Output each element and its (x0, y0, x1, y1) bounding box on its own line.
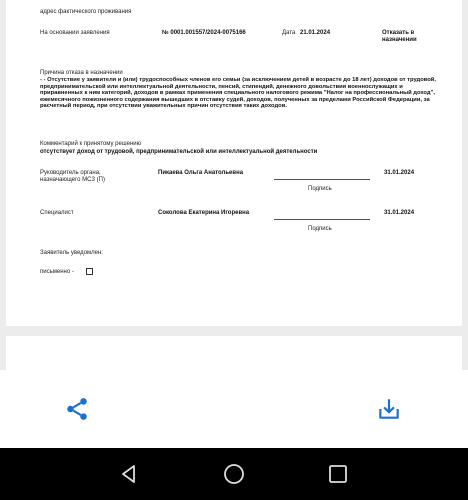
share-button[interactable] (62, 394, 92, 424)
back-triangle-icon (119, 464, 139, 484)
signature-date-head: 31.01.2024 (384, 170, 415, 176)
comment-title: Комментарий к принятому решению (40, 141, 142, 147)
recents-square-icon (328, 464, 348, 484)
top-cut-line (40, 0, 110, 1)
actual-address-label: адрес фактического проживания (40, 9, 132, 15)
share-icon (64, 396, 90, 422)
signature-role-specialist: Специалист (40, 210, 74, 216)
signature-name-specialist: Соколова Екатерина Игоревна (158, 210, 250, 216)
signature-date-specialist: 31.01.2024 (384, 210, 415, 216)
signature-caption-specialist: Подпись (308, 226, 332, 232)
system-nav-bar (0, 448, 468, 500)
nav-recents-button[interactable] (326, 462, 350, 486)
action-bar (0, 370, 468, 448)
reason-text: - - Отсутствие у заявителя и (или) трудоспособных членов его семьи (за исключением детей в возрасте до 18 лет) доходов от трудовой, предпринимательской или интеллектуальной деятельности, пенсий, стипендий, денежного довольствия военнослужащих и приравненных к ним категорий, доходов в рамках применения специального налогового режима "Налог на профессиональный доход", ежемесячного пожизненного содержания вышедших в отставку судей, доходов, полученных за пределами Российской Федерации, за расчетный период, при отсутствии уважительных причин отсутствия таких доходов. (40, 77, 436, 110)
download-icon (376, 396, 402, 422)
reason-title: Причина отказа в назначении (40, 70, 123, 76)
statement-number: № 0001.001557/2024-0075166 (162, 30, 246, 36)
date-value: 21.01.2024 (300, 30, 331, 36)
signature-name-head: Пикаева Ольга Анатольевна (158, 170, 244, 176)
comment-text: отсутствует доход от трудовой, предпринимательской или интеллектуальной деятельности (40, 149, 318, 155)
home-circle-icon (223, 463, 245, 485)
basis-label: На основании заявления (40, 30, 110, 36)
written-label: письменно - (40, 269, 74, 275)
document-page (6, 0, 462, 326)
next-document-page (6, 336, 462, 370)
signature-caption-head: Подпись (308, 186, 332, 192)
nav-back-button[interactable] (117, 462, 141, 486)
written-checkbox[interactable] (86, 268, 93, 275)
nav-home-button[interactable] (222, 462, 246, 486)
download-button[interactable] (374, 394, 404, 424)
applicant-notified-label: Заявитель уведомлен: (40, 250, 103, 256)
date-label: Дата (282, 30, 296, 36)
signature-role-head: Руководитель органа, назначающего МСЗ (П) (40, 170, 105, 183)
signature-line-specialist (274, 219, 370, 220)
decision-text: Отказать в назначении (382, 30, 417, 43)
signature-line-head (274, 179, 370, 180)
